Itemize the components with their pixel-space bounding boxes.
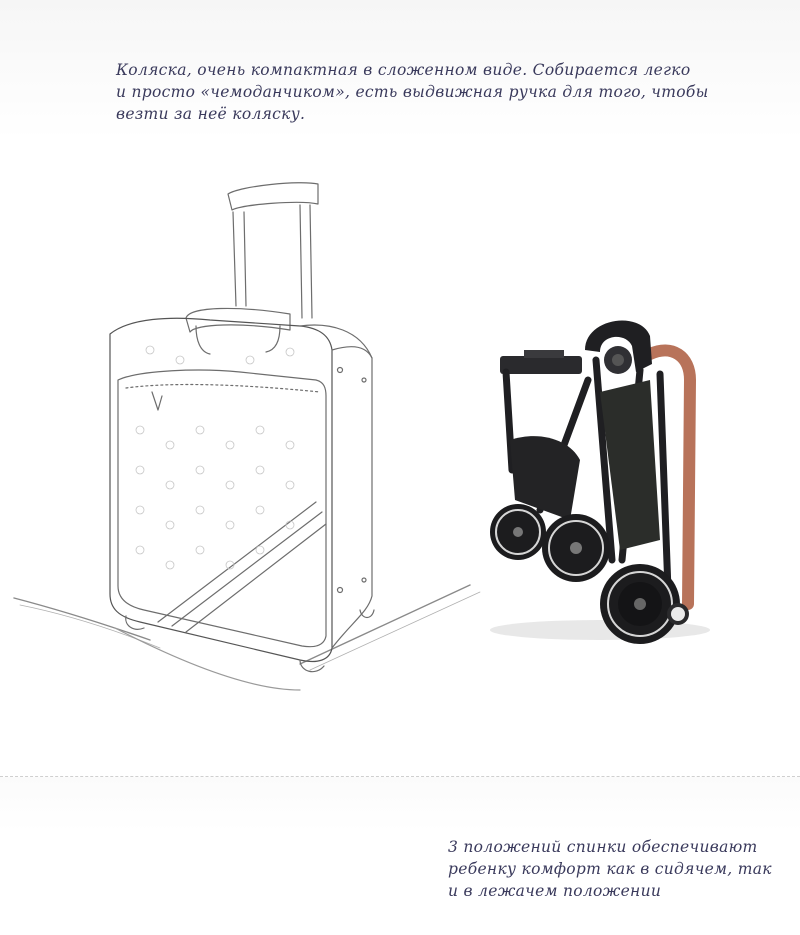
- caption-line: Коляска, очень компактная в сложенном виде. Собирается легко: [116, 61, 691, 79]
- caption-line: и просто «чемоданчиком», есть выдвижная ручка для того, чтобы: [116, 83, 709, 101]
- folding-description-caption: [116, 59, 709, 125]
- section-divider: [0, 776, 800, 777]
- caption-line: 3 положений спинки обеспечивают: [448, 838, 758, 856]
- caption-line: ребенку комфорт как в сидячем, так: [448, 860, 772, 878]
- backrest-positions-caption: [448, 836, 772, 902]
- caption-line: везти за неё коляску.: [116, 105, 306, 123]
- caption-line: и в лежачем положении: [448, 882, 662, 900]
